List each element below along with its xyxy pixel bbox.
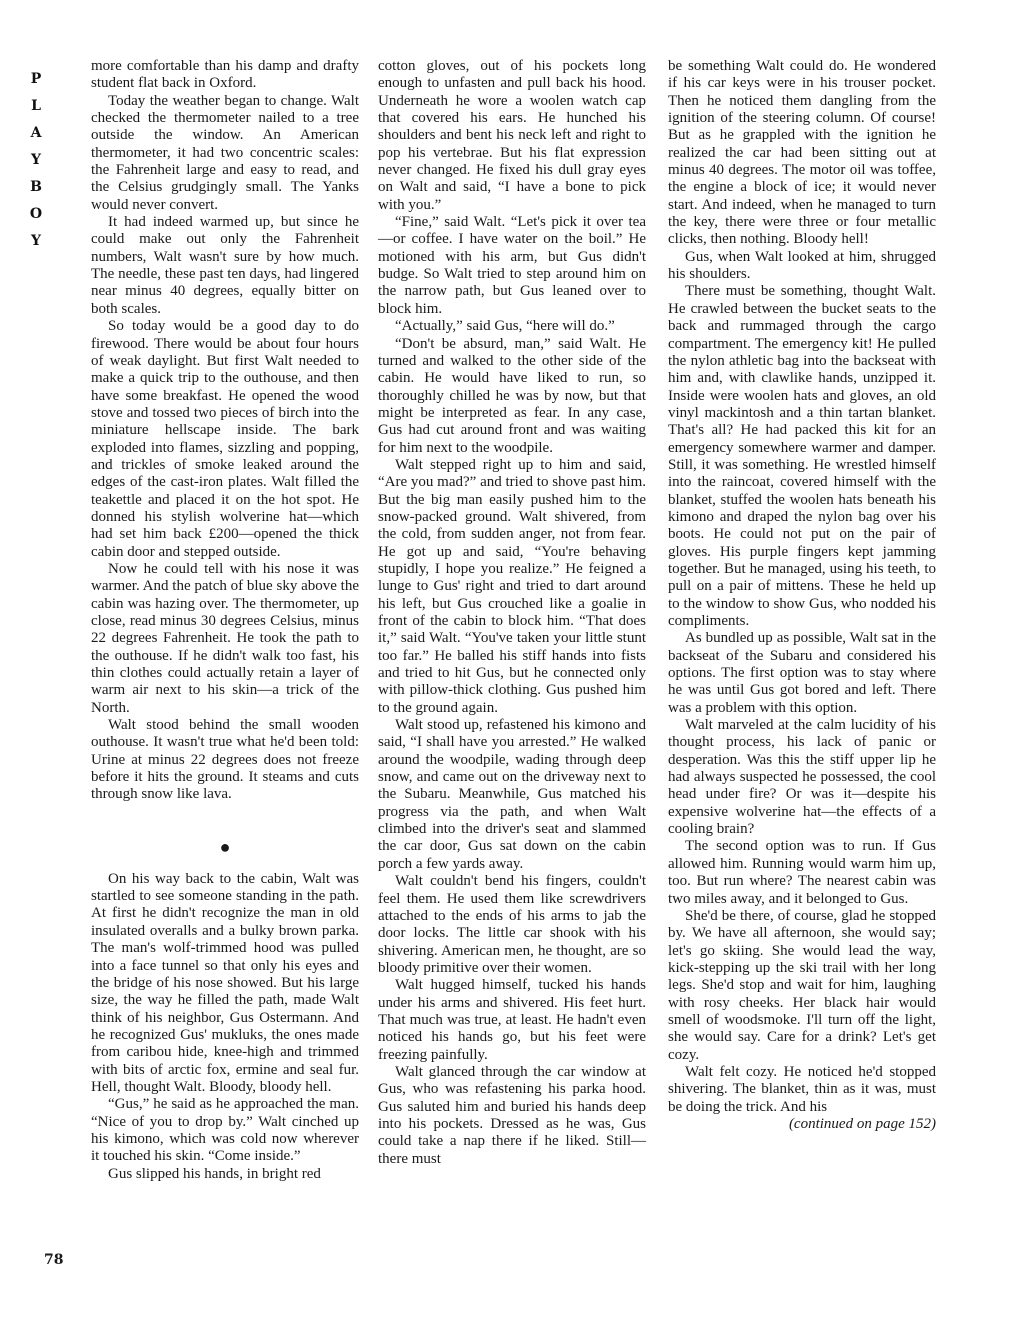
header-letter: Y (31, 233, 41, 249)
paragraph: On his way back to the cabin, Walt was startled to see someone standing in the path. At first he didn't recognize the man in old insulated overalls and a bulky brown parka. The man's wolf-trimmed hood was pulled into a face tunnel so that only his eyes and the bridge of his nose showed. But his large size, the way he filled the path, made Walt think of his neighbor, Gus Ostermann. And he recognized Gus' mukluks, the ones made from caribou hide, knee-high and trimmed with bits of arctic fox, ermine and seal fur. Hell, thought Walt. Bloody, bloody hell. (91, 870, 359, 1095)
paragraph: “Don't be absurd, man,” said Walt. He turned and walked to the other side of the cabin. He would have liked to run, so thoroughly chilled he was by now, but that might be interpreted as fear. In any case, Gus had cut around front and was waiting for him next to the woodpile. (378, 335, 646, 456)
header-letter: P (30, 71, 42, 87)
section-break-bullet: ● (219, 836, 231, 857)
paragraph: Now he could tell with his nose it was warmer. And the patch of blue sky above the cabin was hazing over. The thermometer, up close, read minus 30 degrees Celsius, minus 22 degrees Fahrenheit. He took the path to the outhouse. If he didn't walk too fast, his thin clothes could actually retain a layer of warm air next to his skin—a trick of the North. (91, 560, 359, 716)
paragraph: Today the weather began to change. Walt checked the thermometer nailed to a tree outside the window. An American thermometer, it had two concentric scales: the Fahrenheit large and easy to read, and the Celsius grudgingly small. The Yanks would never convert. (91, 92, 359, 213)
paragraph: Walt felt cozy. He noticed he'd stopped shivering. The blanket, thin as it was, must be doing the trick. And his (668, 1063, 936, 1115)
paragraph: Walt stepped right up to him and said, “Are you mad?” and tried to shove past him. But the big man easily pushed him to the snow-packed ground. Walt shivered, from the cold, from sudden anger, not from fear. He got up and said, “You're behaving stupidly, I hope you realize.” He feigned a lunge to Gus' right and tried to dart around his left, but Gus crouched like a goalie in front of the cabin to block him. “That does it,” said Walt. “You've taken your little stunt too far.” He balled his stiff hands into fists and tried to hit Gus, but he connected only with pillow-thick clothing. Gus pushed him to the ground again. (378, 456, 646, 716)
paragraph: be something Walt could do. He wondered if his car keys were in his trouser pocket. Then he noticed them dangling from the ignition of the steering column. Of course! But as he grappled with the ignition he realized the car had been sitting out at minus 40 degrees. The motor oil was toffee, the engine a block of ice; it would never start. And indeed, when he managed to turn the key, there were three or four metallic clicks, then nothing. Bloody hell! (668, 58, 936, 248)
header-letter: Y (31, 152, 41, 168)
paragraph: There must be something, thought Walt. He crawled between the bucket seats to the back and rummaged through the cargo compartment. The emergency kit! He pulled the nylon athletic bag into the backseat with him and, with clawlike hands, unzipped it. Inside were woolen hats and gloves, an old vinyl mackintosh and a thin tartan blanket. That's all? He had packed this kit for an emergency somewhere warmer and damper. Still, it was something. He wrestled himself into the raincoat, covered himself with the blanket, stuffed the woolen hats beneath his kimono and draped the nylon bag over his boots. He could not put on the pair of gloves. His purple fingers kept jamming together. But he managed, using his teeth, to pull on a pair of mittens. These he held up to the window to show Gus, who nodded his compliments. (668, 283, 936, 629)
section-spacer (91, 804, 359, 826)
paragraph: Walt couldn't bend his fingers, couldn't feel them. He used them like screwdrivers attached to the ends of his arms to jab the door locks. The little car shook with his shivering. American men, he thought, are so bloody primitive over their women. (378, 873, 646, 976)
paragraph: Walt hugged himself, tucked his hands under his arms and shivered. His feet hurt. That much was true, at least. He hadn't even noticed his hands go, but his feet were freezing painfully. (378, 977, 646, 1063)
header-letter: B (30, 179, 42, 195)
paragraph: “Gus,” he said as he approached the man. “Nice of you to drop by.” Walt cinched up his kimono, which was cold now wherever it touched his skin. “Come inside.” (91, 1096, 359, 1165)
paragraph: cotton gloves, out of his pockets long enough to unfasten and pull back his hood. Underneath he wore a woolen watch cap that covered his ears. He hunched his shoulders and bent his neck left and right to pop his vertebrae. But his flat expression never changed. He fixed his dull gray eyes on Walt and said, “I have a bone to pick with you.” (378, 58, 646, 213)
page-number: 78 (44, 1252, 64, 1268)
paragraph: Walt marveled at the calm lucidity of his thought process, his lack of panic or desperation. Was this the stiff upper lip he had always suspected he possessed, the cool head under fire? Or was it—despite his expensive wolverine hat—the effects of a cooling brain? (668, 717, 936, 838)
paragraph: Walt stood up, refastened his kimono and said, “I shall have you arrested.” He walked around the woodpile, wading through deep snow, and came out on the driveway next to the Subaru. Meanwhile, Gus matched his progress via the path, and when Walt climbed into the driver's seat and slammed the car door, Gus sat down on the cabin porch a few yards away. (378, 717, 646, 872)
paragraph: It had indeed warmed up, but since he could make out only the Fahrenheit numbers, Walt wasn't sure by how much. The needle, these past ten days, had lingered near minus 40 degrees, equally bitter on both scales. (91, 214, 359, 317)
header-letter: L (31, 98, 41, 114)
continued-on-page-note: (continued on page 152) (788, 1115, 936, 1132)
paragraph: As bundled up as possible, Walt sat in the backseat of the Subaru and considered his options. The first option was to stay where he was until Gus got bored and left. There was a problem with this option. (668, 630, 936, 716)
paragraph: Gus slipped his hands, in bright red (108, 1165, 321, 1182)
paragraph: She'd be there, of course, glad he stopped by. We have all afternoon, she would say; let's go skiing. She would lead the way, kick-stepping up the ski trail with her long legs. She'd stop and wait for him, laughing with rosy cheeks. Her black hair would smell of woodsmoke. I'll turn off the light, she would say. Care for a drink? Let's get cozy. (668, 907, 936, 1063)
paragraph: Walt glanced through the car window at Gus, who was refastening his parka hood. Gus saluted him and buried his hands deep into his pockets. Dressed as he was, Gus could take a nap there if he liked. Still—there must (378, 1063, 646, 1167)
paragraph: Gus, when Walt looked at him, shrugged his shoulders. (668, 248, 936, 283)
text-column-3 (668, 58, 936, 1133)
paragraph: “Fine,” said Walt. “Let's pick it over tea—or coffee. I have water on the boil.” He motioned with his arm, but Gus didn't budge. So Walt tried to step around him on the narrow path, but Gus leaned over to block him. (378, 214, 646, 317)
text-column-2 (378, 58, 646, 1168)
paragraph: more comfortable than his damp and drafty student flat back in Oxford. (91, 58, 359, 92)
header-letter: A (30, 125, 42, 141)
running-header-playboy (26, 66, 46, 255)
paragraph: “Actually,” said Gus, “here will do.” (395, 318, 615, 335)
header-letter: O (29, 206, 43, 222)
paragraph: Walt stood behind the small wooden outhouse. It wasn't true what he'd been told: Urine at minus 22 degrees does not freeze before it hits the ground. It steams and cuts through snow like lava. (91, 717, 359, 803)
paragraph: The second option was to run. If Gus allowed him. Running would warm him up, too. But run where? The nearest cabin was two miles away, and it belonged to Gus. (668, 838, 936, 907)
text-column-1 (91, 58, 359, 1183)
paragraph: So today would be a good day to do firewood. There would be about four hours of weak daylight. But first Walt needed to make a quick trip to the outhouse, and then have some breakfast. He opened the wood stove and tossed two pieces of birch into the miniature hellscape inside. The bark exploded into flames, sizzling and popping, and trickles of smoke leaked around the edges of the cast-iron plates. Walt filled the teakettle and placed it on the hot spot. He donned his stylish wolverine hat—which had set him back £200—opened the thick cabin door and stepped outside. (91, 318, 359, 560)
